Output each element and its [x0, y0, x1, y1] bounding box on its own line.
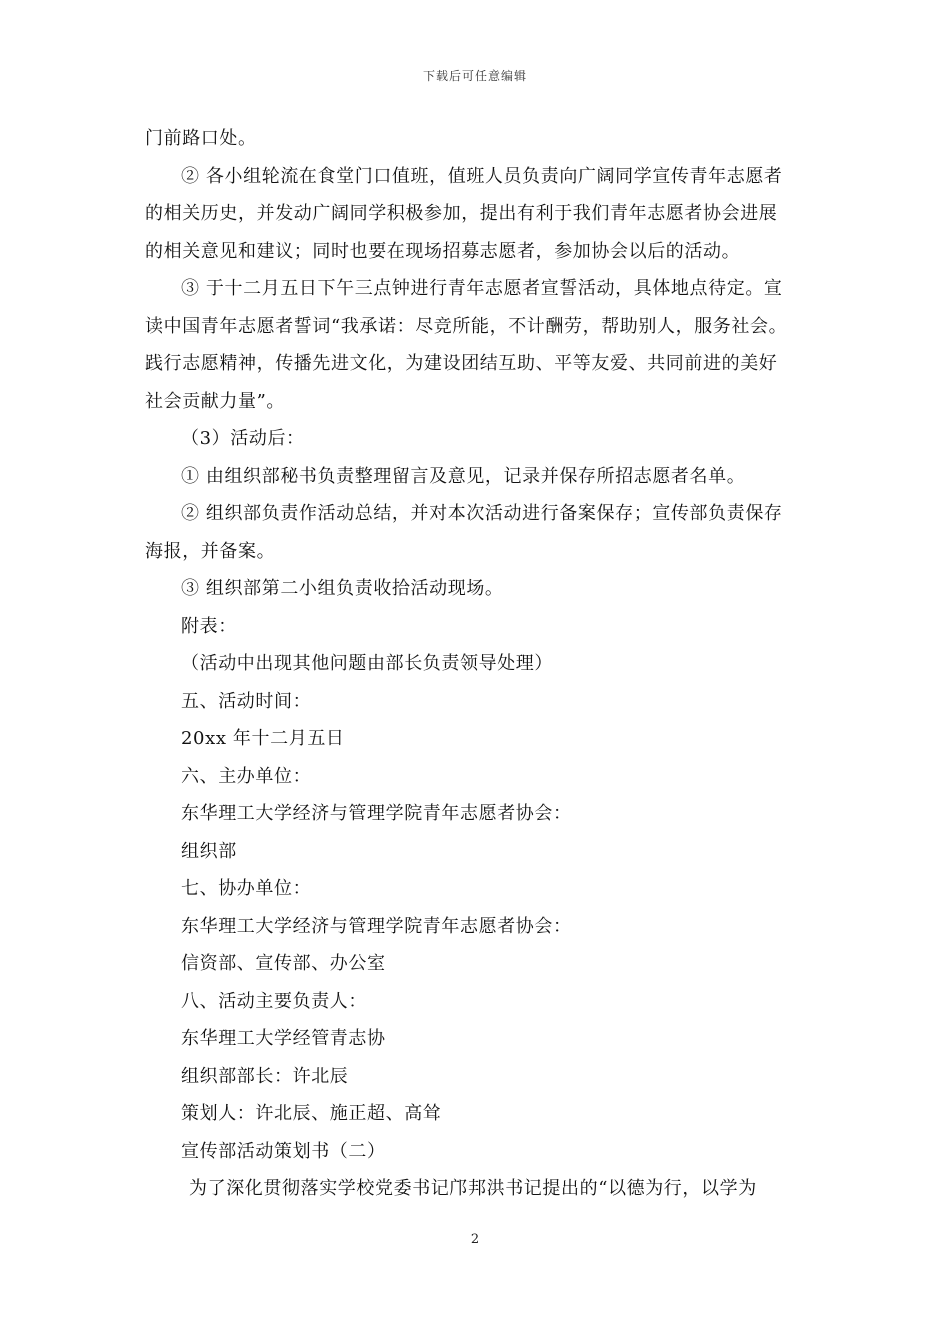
paragraph-line: 社会贡献力量”。: [145, 390, 286, 412]
paragraph-line: 的相关意见和建议；同时也要在现场招募志愿者，参加协会以后的活动。: [145, 240, 741, 262]
section-heading: 八、活动主要负责人：: [181, 990, 367, 1012]
paragraph-line: ① 由组织部秘书负责整理留言及意见，记录并保存所招志愿者名单。: [181, 465, 746, 487]
paragraph-line: 的相关历史，并发动广阔同学积极参加，提出有利于我们青年志愿者协会进展: [145, 203, 778, 224]
paragraph-line: 信资部、宣传部、办公室: [181, 953, 386, 974]
paragraph-line: 门前路口处。: [145, 128, 257, 149]
paragraph-line: 组织部: [181, 840, 237, 862]
paragraph-line: 东华理工大学经济与管理学院青年志愿者协会：: [181, 803, 572, 824]
paragraph-line: 20xx 年十二月五日: [181, 728, 345, 749]
paragraph-line: 策划人：许北辰、施正超、高耸: [181, 1103, 442, 1124]
document-body: [145, 120, 817, 1208]
paragraph-line: 为了深化贯彻落实学校党委书记邝邦洪书记提出的“以德为行，以学为: [189, 1178, 757, 1199]
paragraph-line: 组织部部长：许北辰: [181, 1065, 349, 1087]
paragraph-line: 读中国青年志愿者誓词“我承诺：尽竞所能，不计酬劳，帮助别人，服务社会。: [145, 315, 788, 337]
paragraph-line: 海报，并备案。: [145, 540, 276, 562]
page-header: 下载后可任意编辑: [422, 69, 527, 83]
section-heading: 宣传部活动策划书（二）: [181, 1140, 386, 1162]
paragraph-line: ③ 于十二月五日下午三点钟进行青年志愿者宣誓活动，具体地点待定。宣: [181, 278, 783, 299]
section-heading: 六、主办单位：: [181, 765, 312, 787]
page-number: 2: [470, 1232, 480, 1247]
paragraph-line: ② 组织部负责作活动总结，并对本次活动进行备案保存；宣传部负责保存: [181, 503, 783, 524]
paragraph-line: 东华理工大学经济与管理学院青年志愿者协会：: [181, 915, 572, 937]
paragraph-line: 践行志愿精神，传播先进文化，为建设团结互助、平等友爱、共同前进的美好: [145, 353, 778, 374]
section-heading: 七、协办单位：: [181, 878, 312, 899]
paragraph-line: ② 各小组轮流在食堂门口值班，值班人员负责向广阔同学宣传青年志愿者: [181, 165, 783, 187]
paragraph-line: （3）活动后：: [181, 428, 305, 449]
section-heading: 五、活动时间：: [181, 690, 312, 712]
paragraph-line: （活动中出现其他问题由部长负责领导处理）: [181, 653, 553, 674]
paragraph-line: 东华理工大学经管青志协: [181, 1028, 386, 1049]
paragraph-line: ③ 组织部第二小组负责收拾活动现场。: [181, 578, 504, 599]
paragraph-line: 附表：: [181, 615, 237, 637]
